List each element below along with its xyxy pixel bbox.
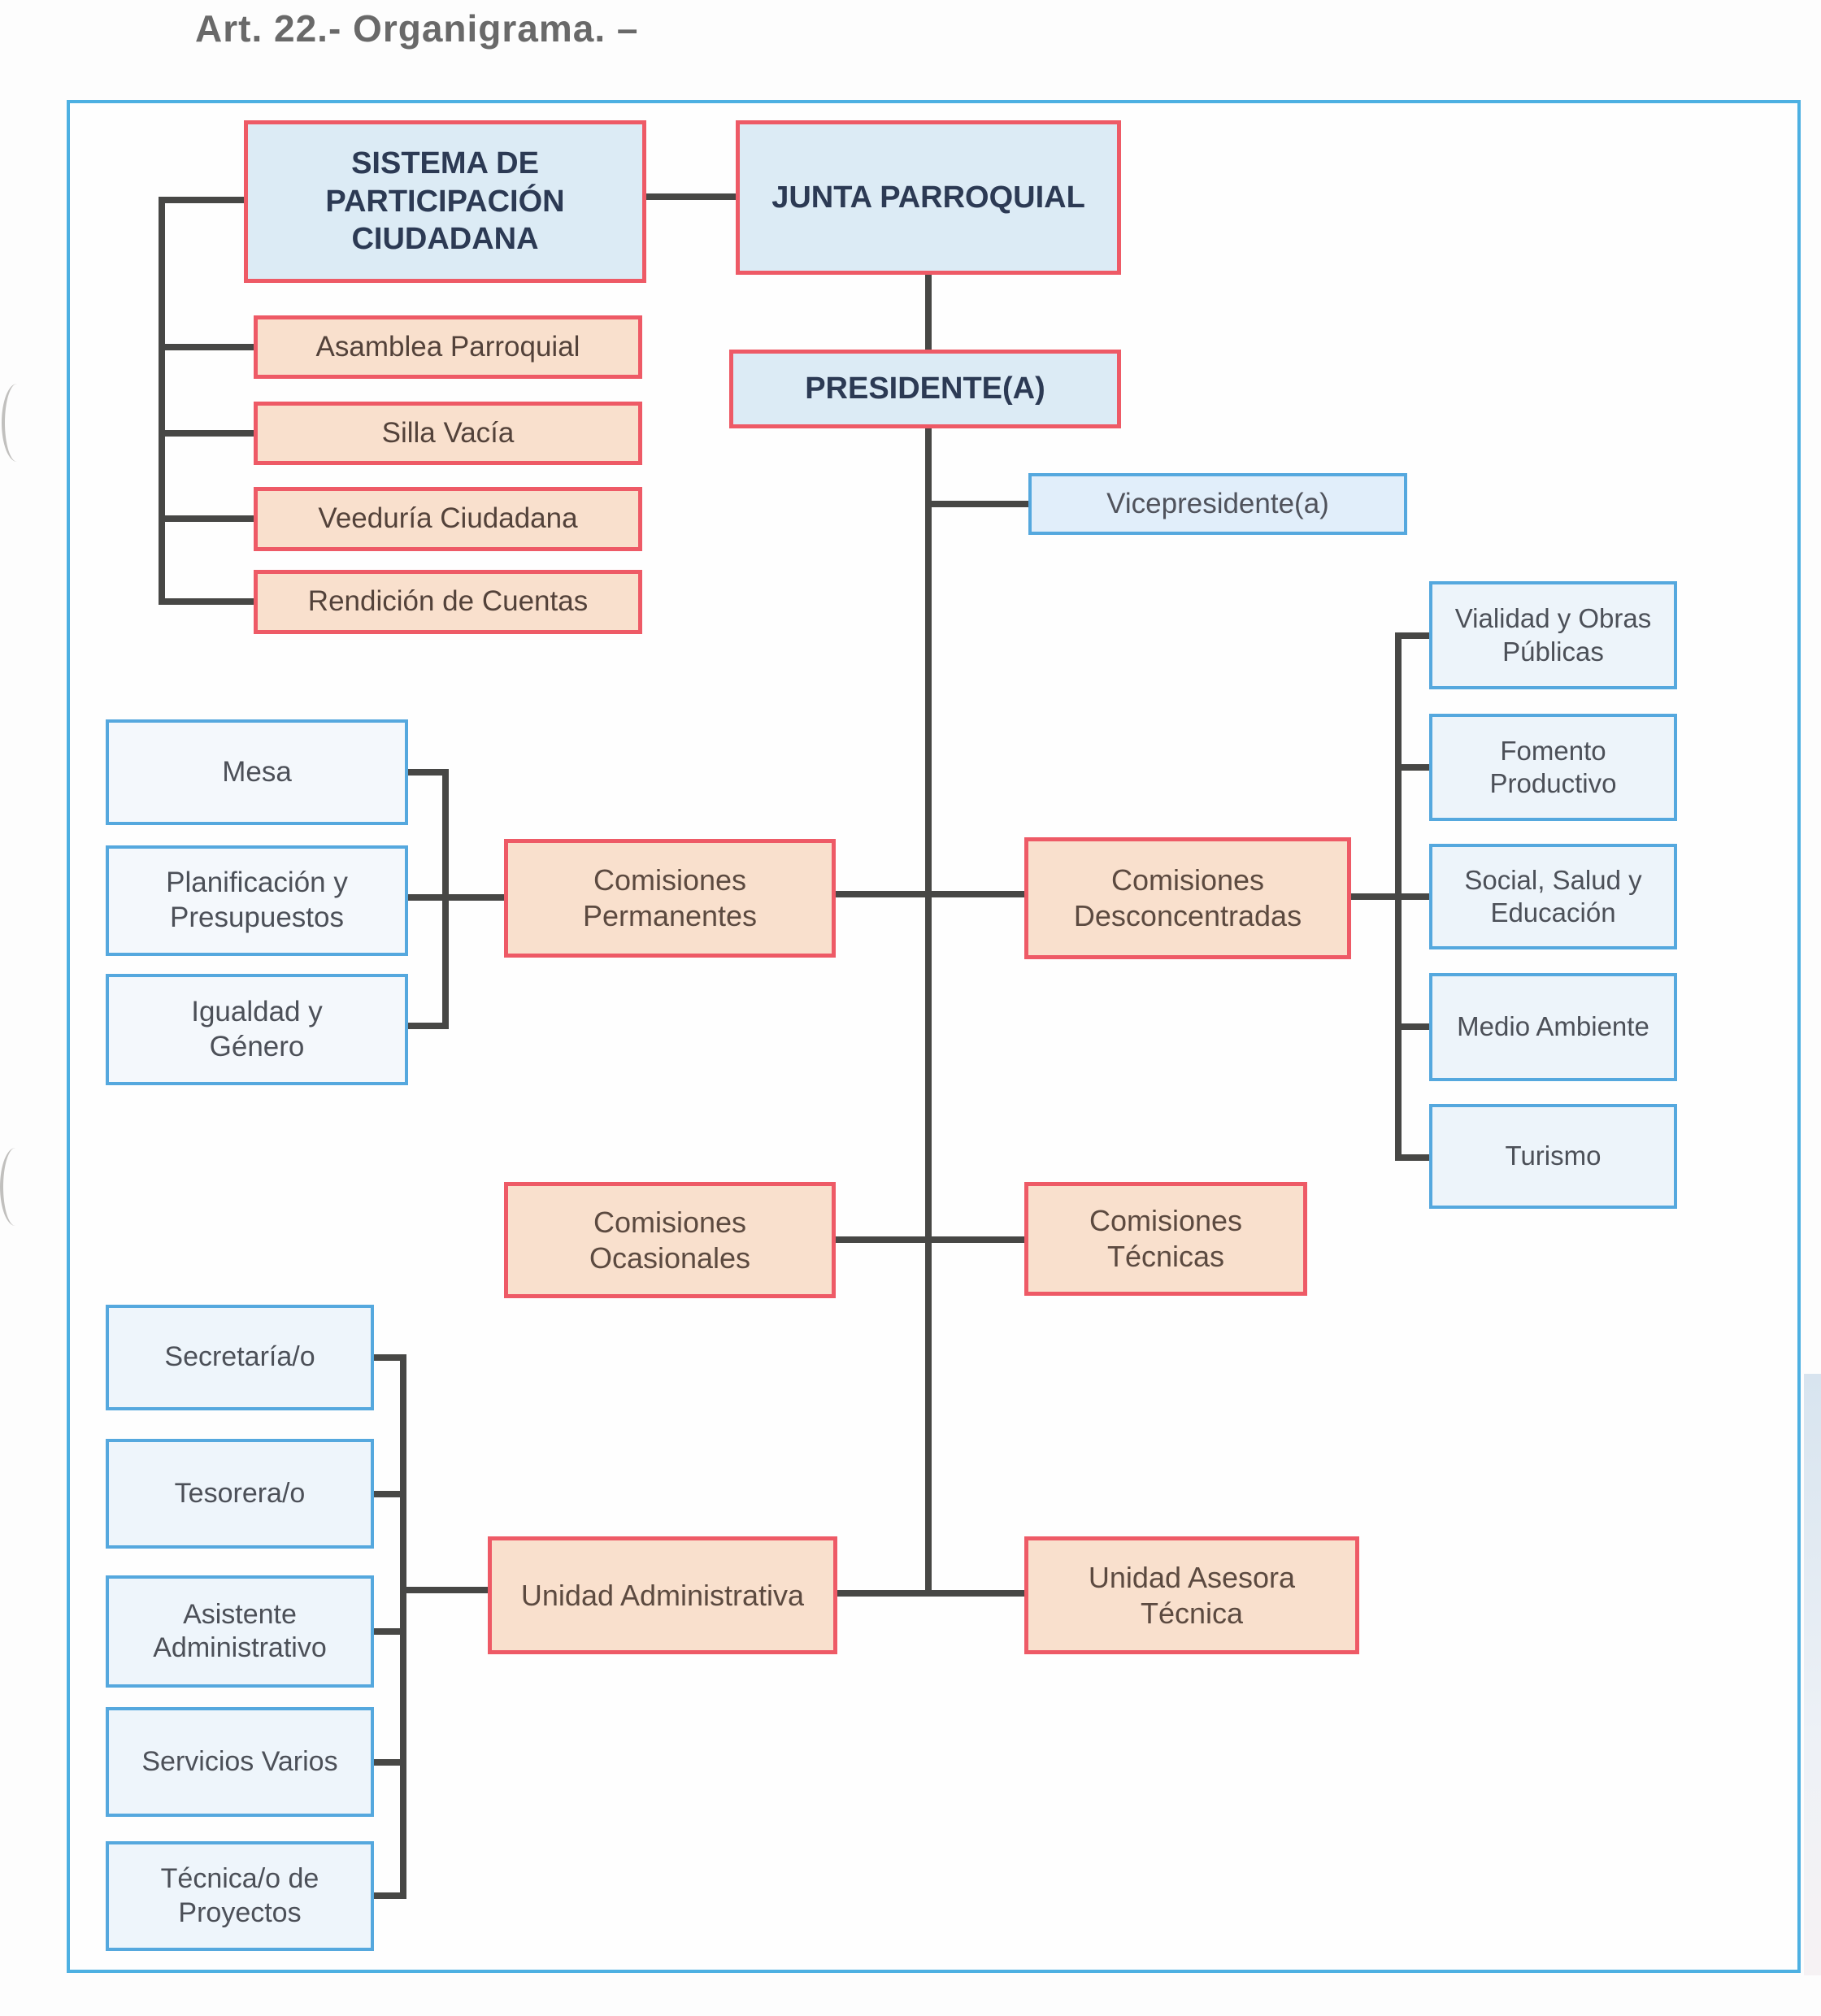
stub-vicepresidente xyxy=(932,501,1028,507)
connector-unidades xyxy=(837,1590,1024,1597)
scan-hole-mark xyxy=(2,384,33,462)
node-comisiones-permanentes: Comisiones Permanentes xyxy=(504,839,836,958)
node-junta-parroquial: JUNTA PARROQUIAL xyxy=(736,120,1121,275)
node-veeduria-ciudadana: Veeduría Ciudadana xyxy=(254,487,642,551)
node-presidente: PRESIDENTE(A) xyxy=(729,350,1121,428)
connector-ocasionales-tecnicas xyxy=(836,1236,1024,1243)
node-comisiones-desconcentradas: Comisiones Desconcentradas xyxy=(1024,837,1351,959)
bracket-administrativa xyxy=(400,1354,406,1899)
node-social-salud-educacion: Social, Salud y Educación xyxy=(1429,844,1677,949)
node-servicios-varios: Servicios Varios xyxy=(106,1707,374,1817)
stub-tesorera xyxy=(374,1491,406,1497)
connector-desconcentradas-bracket xyxy=(1351,893,1429,900)
node-planificacion-presupuestos: Planificación y Presupuestos xyxy=(106,845,408,956)
stub-vialidad xyxy=(1402,632,1429,639)
scan-edge-artifact xyxy=(1804,1374,1821,1975)
node-secretaria: Secretaría/o xyxy=(106,1305,374,1410)
node-asamblea-parroquial: Asamblea Parroquial xyxy=(254,315,642,379)
connector-central-spine xyxy=(925,428,932,1593)
bracket-participacion xyxy=(159,197,165,605)
stub-igualdad xyxy=(408,1023,449,1029)
connector-sistema-bracket xyxy=(159,197,244,203)
connector-junta-presidente xyxy=(925,275,932,350)
node-tecnica-proyectos: Técnica/o de Proyectos xyxy=(106,1841,374,1951)
node-vicepresidente: Vicepresidente(a) xyxy=(1028,473,1407,535)
stub-turismo xyxy=(1402,1154,1429,1161)
page-title: Art. 22.- Organigrama. – xyxy=(195,7,639,50)
connector-permanentes-desconcentradas xyxy=(836,891,1024,897)
node-fomento-productivo: Fomento Productivo xyxy=(1429,714,1677,821)
connector-bracket-unidad-administrativa xyxy=(400,1587,488,1593)
node-vialidad-obras-publicas: Vialidad y Obras Públicas xyxy=(1429,581,1677,689)
stub-tecnica-proyectos xyxy=(374,1892,406,1899)
node-medio-ambiente: Medio Ambiente xyxy=(1429,973,1677,1081)
node-comisiones-tecnicas: Comisiones Técnicas xyxy=(1024,1182,1307,1296)
stub-asistente xyxy=(374,1628,406,1635)
node-unidad-administrativa: Unidad Administrativa xyxy=(488,1536,837,1654)
node-unidad-asesora-tecnica: Unidad Asesora Técnica xyxy=(1024,1536,1359,1654)
node-sistema-participacion: SISTEMA DE PARTICIPACIÓN CIUDADANA xyxy=(244,120,646,283)
stub-medio-ambiente xyxy=(1402,1023,1429,1030)
stub-planificacion xyxy=(408,894,504,901)
stub-rendicion xyxy=(159,598,254,605)
stub-silla xyxy=(159,430,254,437)
connector-sistema-junta xyxy=(646,193,736,200)
node-turismo: Turismo xyxy=(1429,1104,1677,1209)
stub-servicios xyxy=(374,1759,406,1766)
node-silla-vacia: Silla Vacía xyxy=(254,402,642,465)
node-rendicion-cuentas: Rendición de Cuentas xyxy=(254,570,642,634)
stub-veeduria xyxy=(159,515,254,522)
node-igualdad-genero: Igualdad y Género xyxy=(106,974,408,1085)
stub-asamblea xyxy=(159,344,254,350)
node-tesorera: Tesorera/o xyxy=(106,1439,374,1549)
node-comisiones-ocasionales: Comisiones Ocasionales xyxy=(504,1182,836,1298)
stub-mesa xyxy=(408,769,449,776)
stub-secretaria xyxy=(374,1354,406,1361)
stub-fomento xyxy=(1402,764,1429,771)
bracket-desconcentradas xyxy=(1395,632,1402,1161)
node-mesa: Mesa xyxy=(106,719,408,825)
scan-hole-mark xyxy=(0,1148,31,1226)
node-asistente-administrativo: Asistente Administrativo xyxy=(106,1575,374,1688)
